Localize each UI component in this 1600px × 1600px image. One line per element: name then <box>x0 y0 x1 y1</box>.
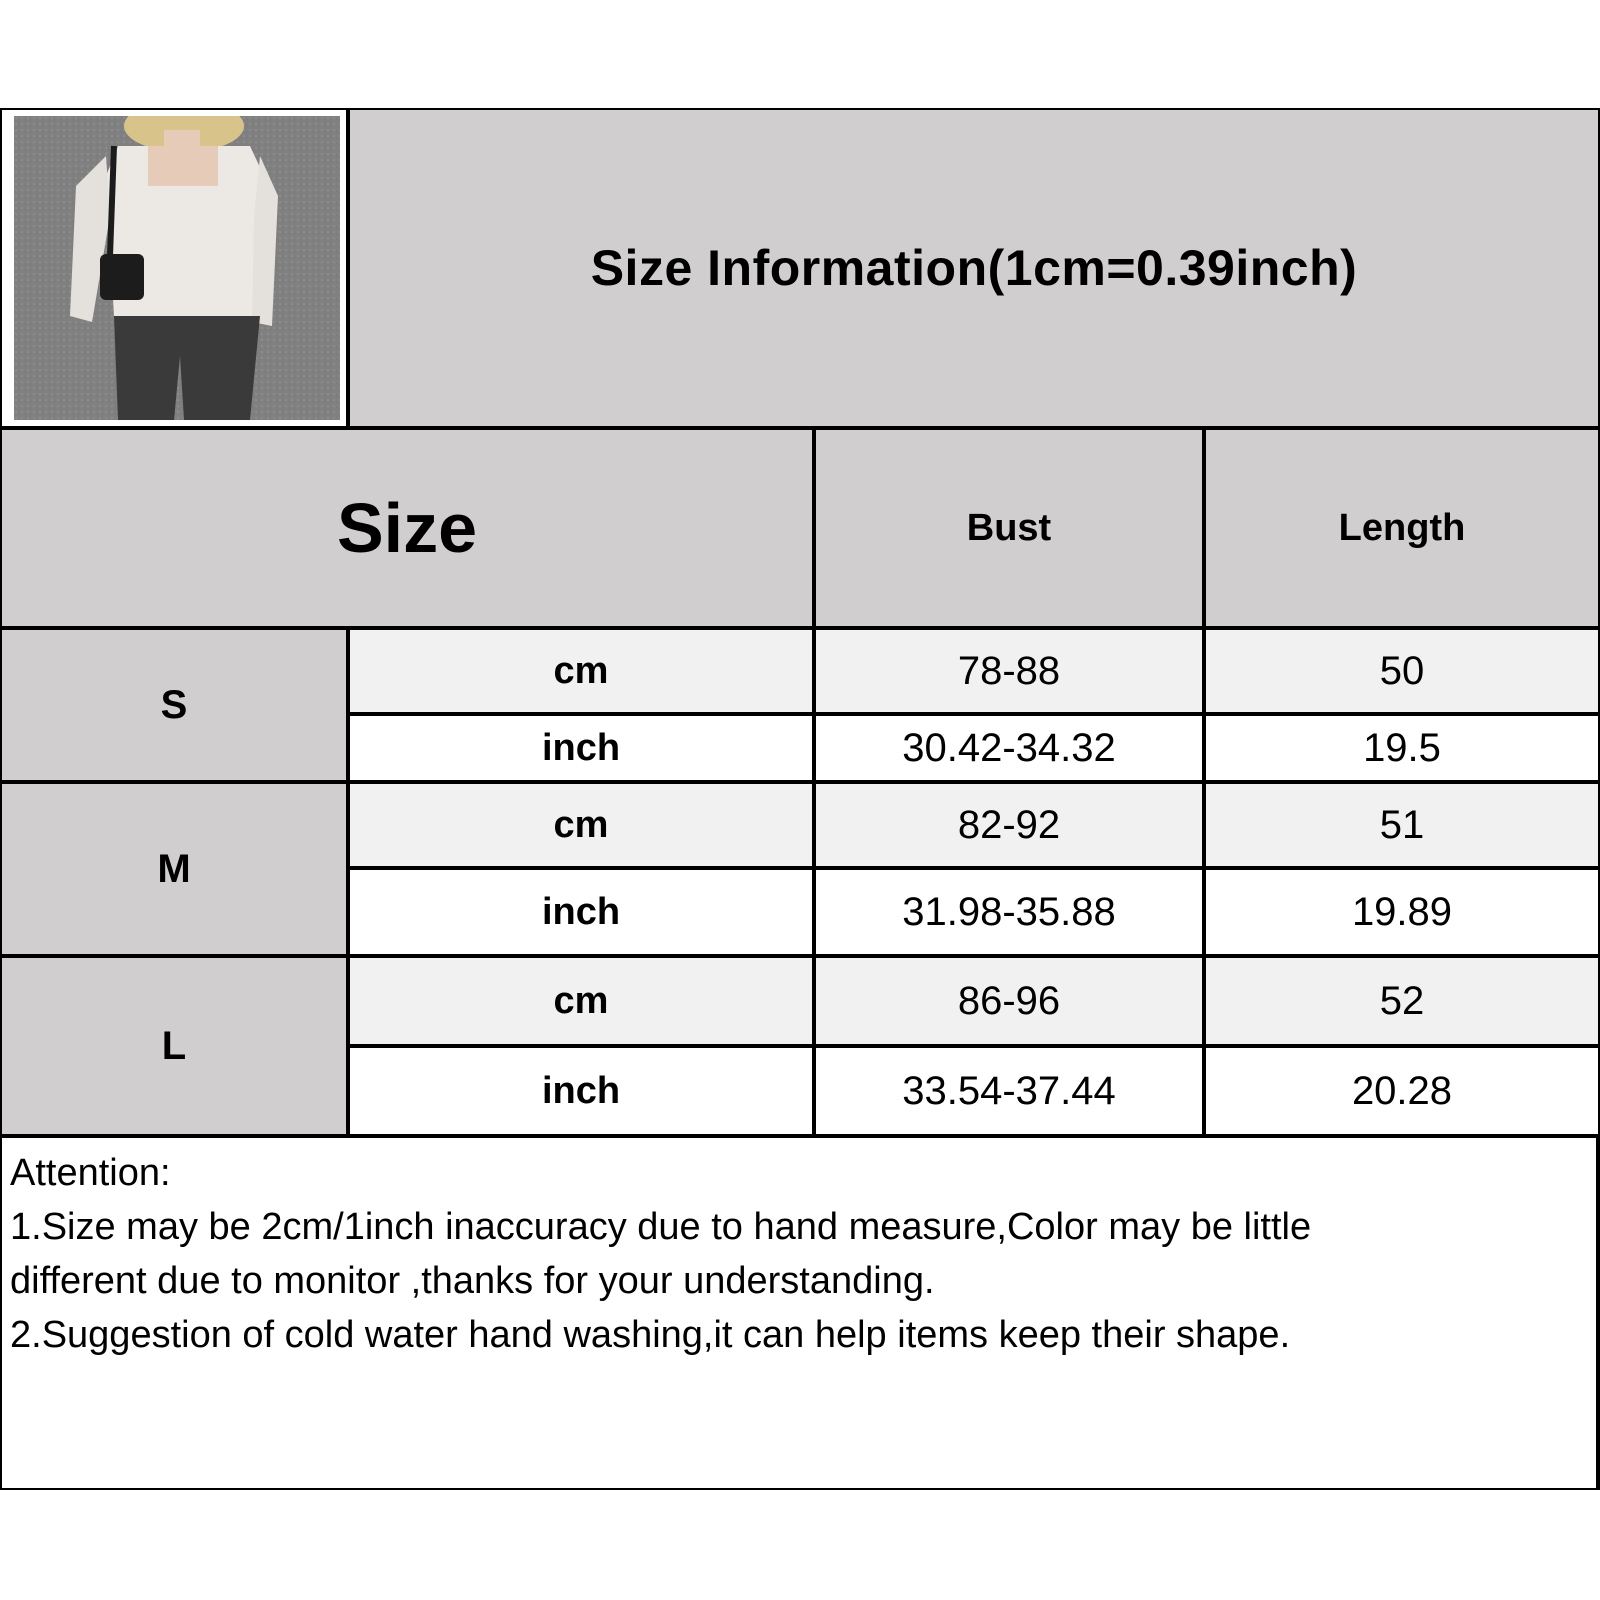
size-info-title-cell <box>350 110 1598 426</box>
bust-column-header <box>816 430 1202 626</box>
bust-cell <box>816 716 1202 780</box>
length-cell <box>1206 958 1598 1044</box>
page-title: Size Information(1cm=0.39inch) <box>590 240 1358 296</box>
notes-heading: Attention: <box>10 1152 171 1194</box>
attention-notes <box>2 1138 1596 1488</box>
bust-header-label: Bust <box>966 506 1052 549</box>
bust-cell <box>816 1048 1202 1134</box>
bust-value: 82-92 <box>957 802 1061 847</box>
notes-line: 2.Suggestion of cold water hand washing,it can help items keep their shape. <box>10 1314 1291 1356</box>
unit-cell <box>350 870 812 954</box>
length-cell <box>1206 784 1598 866</box>
unit-label: inch <box>541 726 621 769</box>
size-label-cell <box>2 630 346 780</box>
model-illustration <box>14 116 340 420</box>
size-header-label: Size <box>336 489 478 567</box>
bust-cell <box>816 958 1202 1044</box>
length-value: 19.89 <box>1351 889 1453 934</box>
unit-label: cm <box>553 803 609 846</box>
bust-cell <box>816 870 1202 954</box>
length-value: 52 <box>1379 978 1425 1023</box>
length-value: 51 <box>1379 802 1425 847</box>
size-label: S <box>160 682 188 727</box>
length-column-header <box>1206 430 1598 626</box>
size-label: L <box>161 1023 187 1068</box>
notes-line: 1.Size may be 2cm/1inch inaccuracy due to hand measure,Color may be little <box>10 1206 1312 1248</box>
unit-label: cm <box>553 979 609 1022</box>
length-value: 19.5 <box>1363 725 1441 770</box>
bust-value: 78-88 <box>957 648 1061 693</box>
unit-cell <box>350 1048 812 1134</box>
length-cell <box>1206 870 1598 954</box>
bust-cell <box>816 630 1202 712</box>
unit-cell <box>350 958 812 1044</box>
size-chart <box>0 108 1600 1490</box>
unit-cell <box>350 716 812 780</box>
length-cell <box>1206 716 1598 780</box>
bust-value: 86-96 <box>957 978 1061 1023</box>
bust-value: 33.54-37.44 <box>902 1068 1116 1113</box>
bust-value: 31.98-35.88 <box>902 889 1116 934</box>
unit-cell <box>350 784 812 866</box>
product-photo <box>14 116 340 420</box>
size-column-header <box>2 430 812 626</box>
length-value: 20.28 <box>1351 1068 1453 1113</box>
size-label: M <box>157 846 191 891</box>
unit-label: inch <box>541 890 621 933</box>
unit-label: cm <box>553 649 609 692</box>
bust-cell <box>816 784 1202 866</box>
length-cell <box>1206 1048 1598 1134</box>
notes-line: different due to monitor ,thanks for your understanding. <box>10 1260 935 1302</box>
length-value: 50 <box>1379 648 1425 693</box>
size-label-cell <box>2 784 346 954</box>
bust-value: 30.42-34.32 <box>902 725 1116 770</box>
unit-cell <box>350 630 812 712</box>
product-photo-cell <box>2 110 346 426</box>
size-label-cell <box>2 958 346 1134</box>
unit-label: inch <box>541 1069 621 1112</box>
length-header-label: Length <box>1338 506 1466 549</box>
length-cell <box>1206 630 1598 712</box>
